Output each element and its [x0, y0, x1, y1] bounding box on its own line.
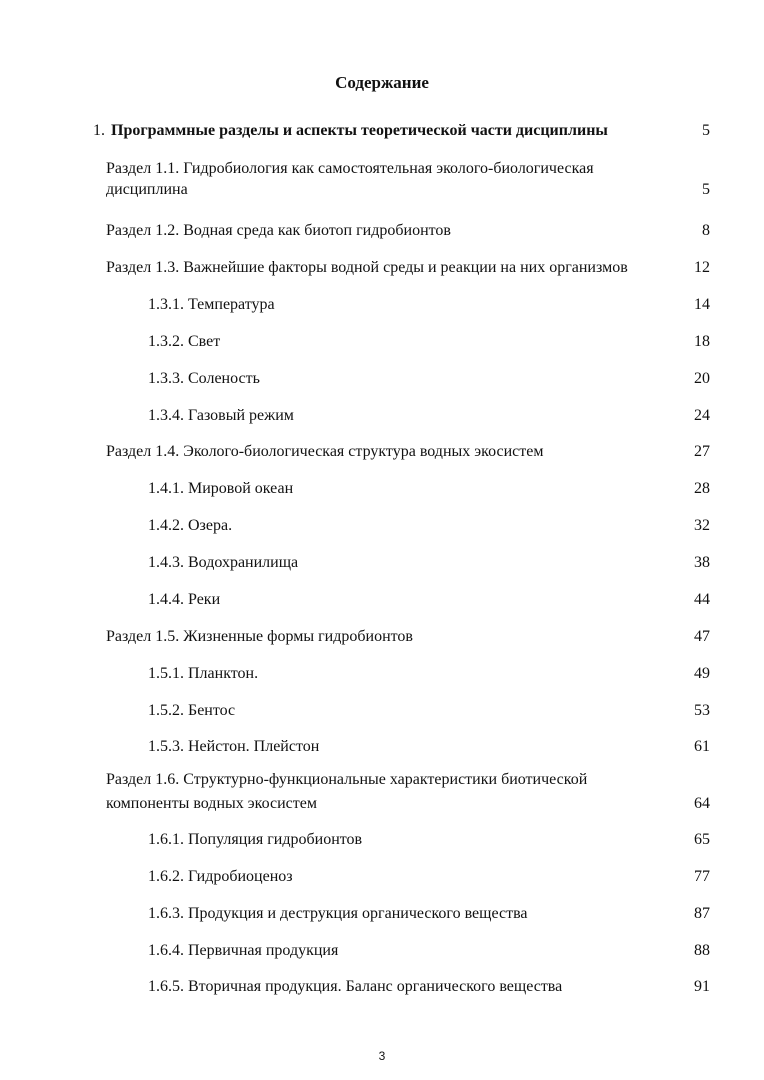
toc-entry-label: 1.5.3. Нейстон. Плейстон — [148, 738, 320, 755]
toc-entry-label: 1.4.1. Мировой океан — [148, 480, 294, 497]
toc-entry-page: 53 — [694, 702, 710, 719]
toc-entry[interactable] — [148, 903, 710, 924]
toc-entry-label: дисциплина — [106, 181, 188, 198]
toc-entry-page: 44 — [694, 591, 710, 608]
toc-entry-label: 1.3.1. Температура — [148, 296, 275, 313]
toc-entry-page: 28 — [694, 480, 710, 497]
toc-entry-page: 38 — [694, 554, 710, 571]
toc-entry-label: 1.6.3. Продукция и деструкция органического вещества — [148, 905, 528, 922]
toc-entry-label: 1.6.5. Вторичная продукция. Баланс органического вещества — [148, 978, 563, 995]
toc-entry[interactable] — [106, 626, 710, 647]
toc-entry-label: 1.3.2. Свет — [148, 333, 221, 350]
toc-entry-label: 1.6.4. Первичная продукция — [148, 942, 339, 959]
toc-entry[interactable] — [93, 120, 710, 141]
toc-entry[interactable] — [148, 663, 710, 684]
toc-entry[interactable] — [148, 589, 710, 610]
toc-entry-label: 1.6.2. Гидробиоценоз — [148, 868, 293, 885]
toc-entry[interactable] — [148, 478, 710, 499]
toc-entry-page: 47 — [694, 628, 710, 645]
toc-entry[interactable] — [148, 700, 710, 721]
toc-entry-page: 61 — [694, 738, 710, 755]
toc-entry[interactable] — [106, 257, 710, 278]
toc-entry-page: 14 — [694, 296, 710, 313]
toc-entry[interactable] — [148, 976, 710, 997]
toc-entry[interactable] — [106, 769, 710, 814]
toc-entry-page: 24 — [694, 407, 710, 424]
toc-entry-label: Раздел 1.5. Жизненные формы гидробионтов — [106, 628, 413, 645]
toc-entry-page: 8 — [702, 222, 710, 239]
toc-entry-page: 27 — [694, 443, 710, 460]
toc-entry-page: 5 — [702, 122, 710, 139]
toc-entry-page: 18 — [694, 333, 710, 350]
toc-entry-label: 1.3.4. Газовый режим — [148, 407, 294, 424]
toc-entry[interactable] — [106, 220, 710, 241]
toc-entry-label: Раздел 1.3. Важнейшие факторы водной среды и реакции на них организмов — [106, 259, 628, 276]
toc-entry-page: 65 — [694, 831, 710, 848]
toc-entry-label: компоненты водных экосистем — [106, 795, 317, 812]
toc-entry-label: 1.4.2. Озера. — [148, 517, 233, 534]
toc-entry[interactable] — [148, 515, 710, 536]
toc-entry[interactable] — [148, 552, 710, 573]
toc-entry-label: 1.5.1. Планктон. — [148, 665, 259, 682]
toc-entry-label-line1: Раздел 1.6. Структурно-функциональные характеристики биотической — [106, 771, 588, 788]
toc-entry-label: Программные разделы и аспекты теоретической части дисциплины — [111, 122, 608, 139]
toc-entry-page: 12 — [694, 259, 710, 276]
toc-entry[interactable] — [106, 158, 710, 200]
toc-entry[interactable] — [148, 940, 710, 961]
toc-entry-page: 64 — [694, 795, 710, 812]
toc-entry-page: 32 — [694, 517, 710, 534]
toc-entry-number: 1. — [93, 122, 105, 139]
toc-entry-label: 1.4.4. Реки — [148, 591, 221, 608]
toc-entry-label: Раздел 1.2. Водная среда как биотоп гидробионтов — [106, 222, 451, 239]
toc-entry[interactable] — [148, 368, 710, 389]
toc-entry-page: 87 — [694, 905, 710, 922]
toc-entry-page: 91 — [694, 978, 710, 995]
toc-entry-label: 1.6.1. Популяция гидробионтов — [148, 831, 363, 848]
toc-entry-label: 1.5.2. Бентос — [148, 702, 236, 719]
toc-entry-page: 5 — [702, 181, 710, 198]
toc-entry-page: 20 — [694, 370, 710, 387]
page-number: 3 — [378, 1049, 386, 1063]
toc-entry[interactable] — [148, 736, 710, 757]
toc-entry-page: 49 — [694, 665, 710, 682]
toc-entry-page: 77 — [694, 868, 710, 885]
toc-entry-label: 1.3.3. Соленость — [148, 370, 260, 387]
toc-entry[interactable] — [148, 294, 710, 315]
toc-entry-label: Раздел 1.4. Эколого-биологическая структура водных экосистем — [106, 443, 544, 460]
toc-entry-label: 1.4.3. Водохранилища — [148, 554, 299, 571]
toc-entry[interactable] — [148, 331, 710, 352]
toc-entry[interactable] — [148, 866, 710, 887]
toc-entry[interactable] — [148, 405, 710, 426]
toc-entry[interactable] — [106, 441, 710, 462]
page-title: Содержание — [335, 73, 429, 92]
toc-entry-label-line1: Раздел 1.1. Гидробиология как самостоятельная эколого-биологическая — [106, 160, 594, 177]
toc-entry-page: 88 — [694, 942, 710, 959]
toc-entry[interactable] — [148, 829, 710, 850]
